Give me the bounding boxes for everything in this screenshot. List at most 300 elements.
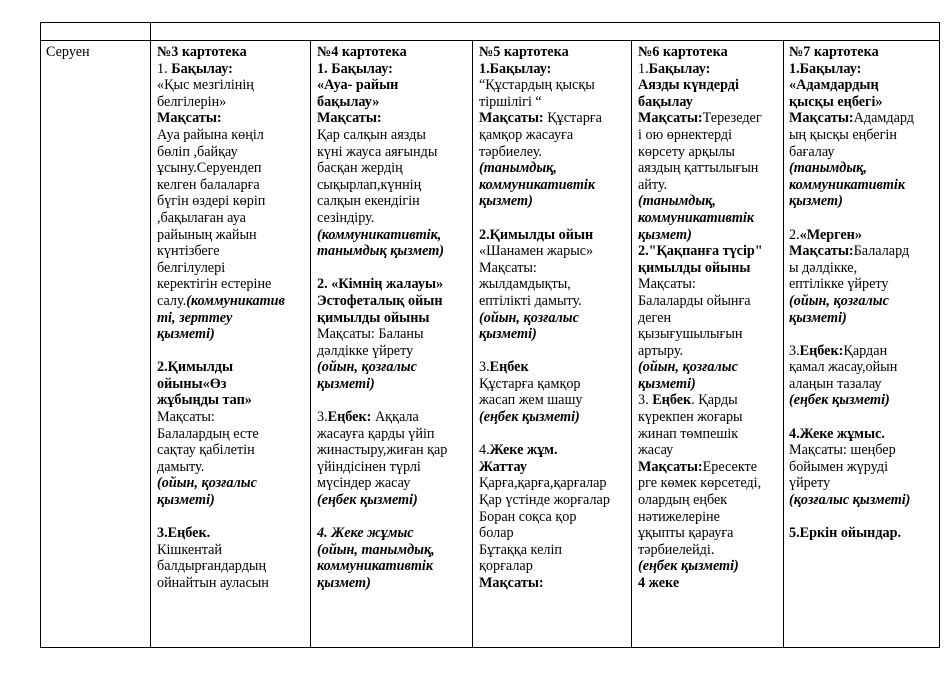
text-run: көрсету арқылы xyxy=(638,143,735,160)
text-run: (коммуникатив xyxy=(186,292,285,309)
text-line xyxy=(479,160,630,177)
text-line xyxy=(638,326,782,343)
text-run: Балалард xyxy=(853,243,910,260)
text-line xyxy=(638,160,782,177)
text-line xyxy=(317,542,470,559)
text-run: Мақсаты: xyxy=(638,458,703,475)
text-run: Мақсаты: xyxy=(479,575,544,591)
text-run: ойнайтын ауласын xyxy=(157,575,269,591)
text-line xyxy=(157,227,309,244)
text-line xyxy=(479,243,630,260)
text-run: бойымен жүруді xyxy=(789,458,889,475)
text-line xyxy=(317,77,470,94)
text-run: ойыны«Өз xyxy=(157,375,227,392)
text-line xyxy=(317,310,470,327)
text-run: қызметі) xyxy=(317,375,375,392)
text-line xyxy=(479,193,630,210)
text-run: ті, зерттеу xyxy=(157,309,233,326)
text-line xyxy=(638,44,782,61)
text-line xyxy=(479,542,630,559)
text-run: №6 картотека xyxy=(638,44,728,60)
text-line xyxy=(157,525,309,542)
text-run: басқан жердің xyxy=(317,160,403,177)
text-line xyxy=(789,326,938,343)
text-line xyxy=(317,343,470,360)
text-line xyxy=(317,509,470,526)
text-run: жасау xyxy=(638,442,674,459)
text-run: (ойын, танымдық, xyxy=(317,541,435,558)
text-run: сақтау қабілетін xyxy=(157,442,255,459)
text-run: Бақылау: xyxy=(171,60,233,77)
text-line xyxy=(638,77,782,94)
text-run: танымдық қызмет) xyxy=(317,243,444,260)
text-run: қызметі) xyxy=(479,326,537,343)
card-5-cell xyxy=(479,44,630,646)
text-run: (танымдық, xyxy=(479,160,557,177)
text-line xyxy=(479,276,630,293)
text-line xyxy=(317,426,470,443)
text-run: Еңбек: xyxy=(799,342,844,359)
text-line xyxy=(317,193,470,210)
text-line xyxy=(317,409,470,426)
text-line xyxy=(157,127,309,144)
text-run: қызмет) xyxy=(638,226,692,243)
text-run: 2. xyxy=(789,226,800,243)
text-run: қысқы еңбегі» xyxy=(789,93,883,110)
text-run: салу. xyxy=(157,292,187,309)
text-line xyxy=(638,61,782,78)
text-run: 2. «Кімнің жалауы» xyxy=(317,276,444,293)
text-run: №7 картотека xyxy=(789,44,879,60)
text-line xyxy=(317,177,470,194)
text-line xyxy=(789,210,938,227)
text-line xyxy=(789,293,938,310)
text-run: деген xyxy=(638,309,672,326)
text-run: салқын екендігін xyxy=(317,193,420,210)
text-run: қызметі) xyxy=(157,326,215,343)
text-run: күні жауса аяғынды xyxy=(317,143,438,160)
card-4-cell xyxy=(317,44,470,646)
text-run: керектігін естеріне xyxy=(157,276,272,293)
text-line xyxy=(789,127,938,144)
text-run: «Адамдардың xyxy=(789,77,879,94)
text-run: қорғалар xyxy=(479,558,533,575)
text-line xyxy=(638,542,782,559)
text-line xyxy=(638,475,782,492)
text-line xyxy=(317,392,470,409)
text-run: Мақсаты: xyxy=(479,259,537,276)
card-3-cell xyxy=(157,44,309,646)
text-line xyxy=(157,509,309,526)
text-line xyxy=(157,575,309,592)
text-run: нәтижелеріне xyxy=(638,508,720,525)
text-run: дамыту. xyxy=(157,458,205,475)
text-line xyxy=(789,227,938,244)
text-run: Мақсаты: шеңбер xyxy=(789,442,896,459)
text-run: ептілікке үйрету xyxy=(789,276,889,293)
text-run: жасауға қарды үйіп xyxy=(317,425,435,442)
text-line xyxy=(479,392,630,409)
text-line xyxy=(317,144,470,161)
text-line xyxy=(157,475,309,492)
text-run: Еңбек xyxy=(489,359,529,376)
text-run: Қарға,қарға,қарғалар xyxy=(479,475,607,492)
row-label-walk: Серуен xyxy=(46,44,90,60)
text-line xyxy=(317,160,470,177)
text-run: қамқор жасауға xyxy=(479,126,574,143)
text-line xyxy=(789,392,938,409)
text-line xyxy=(157,409,309,426)
text-line xyxy=(157,144,309,161)
text-line xyxy=(638,94,782,111)
text-line xyxy=(789,260,938,277)
text-line xyxy=(157,94,309,111)
text-run: Еңбек xyxy=(652,392,692,409)
text-run: ,бақылаған ауа xyxy=(157,209,246,226)
text-line xyxy=(638,409,782,426)
text-line xyxy=(638,558,782,575)
text-line xyxy=(479,293,630,310)
text-run: рге көмек көрсетеді, xyxy=(638,475,762,492)
text-line xyxy=(789,276,938,293)
text-line xyxy=(317,359,470,376)
text-run: тіршілігі “ xyxy=(479,93,542,110)
text-line xyxy=(789,426,938,443)
text-line xyxy=(479,227,630,244)
text-run: балдырғандардың xyxy=(157,558,267,575)
text-run: олардың еңбек xyxy=(638,492,728,509)
text-run: «Мерген» xyxy=(799,226,862,243)
text-run: (еңбек қызметі) xyxy=(479,409,580,426)
text-line xyxy=(789,44,938,61)
text-run: Мақсаты: Баланы xyxy=(317,326,424,343)
text-run: жинап төмпешік xyxy=(638,425,739,442)
text-line xyxy=(638,376,782,393)
text-line xyxy=(638,293,782,310)
text-line xyxy=(479,110,630,127)
text-run: Аязды күндерді xyxy=(638,77,739,94)
text-line xyxy=(317,44,470,61)
text-run: «Ауа- райын xyxy=(317,77,399,94)
text-run: (танымдық, xyxy=(638,193,716,210)
text-line xyxy=(157,343,309,360)
text-line xyxy=(479,326,630,343)
text-line xyxy=(157,492,309,509)
text-line xyxy=(157,193,309,210)
text-line xyxy=(789,160,938,177)
text-line xyxy=(317,575,470,592)
text-line xyxy=(638,260,782,277)
card-7-cell xyxy=(789,44,938,646)
text-run: бағалау xyxy=(789,143,835,160)
text-run: жасап жем шашу xyxy=(479,392,583,409)
text-line xyxy=(789,475,938,492)
text-run: қызмет) xyxy=(479,193,533,210)
text-run: №4 картотека xyxy=(317,44,407,60)
text-run: (ойын, қозғалыс xyxy=(157,475,257,492)
text-line xyxy=(157,326,309,343)
text-line xyxy=(317,475,470,492)
text-line xyxy=(479,177,630,194)
text-line xyxy=(789,94,938,111)
text-run: Ауа райына көңіл xyxy=(157,126,264,143)
text-line xyxy=(479,310,630,327)
text-line xyxy=(789,525,938,542)
text-line xyxy=(638,392,782,409)
text-run: Мақсаты: xyxy=(157,110,222,127)
text-run: Ересекте xyxy=(702,458,758,475)
card-6-cell xyxy=(638,44,782,646)
text-run: Құстарға xyxy=(543,110,602,127)
text-line xyxy=(479,61,630,78)
text-run: 1. xyxy=(638,60,649,77)
text-line xyxy=(789,459,938,476)
text-run: алаңын тазалау xyxy=(789,375,882,392)
text-line xyxy=(479,525,630,542)
text-run: Мақсаты: xyxy=(638,276,696,293)
text-run: 4. xyxy=(479,442,490,459)
text-line xyxy=(157,293,309,310)
text-run: . Қарды xyxy=(691,392,738,409)
text-line xyxy=(157,260,309,277)
text-run: (ойын, қозғалыс xyxy=(479,309,579,326)
text-line xyxy=(638,426,782,443)
text-line xyxy=(479,77,630,94)
text-line xyxy=(479,509,630,526)
text-line xyxy=(479,260,630,277)
text-run: келген балаларға xyxy=(157,176,260,193)
text-run: күрекпен жоғары xyxy=(638,409,743,426)
text-run: коммуникативтік xyxy=(479,176,596,193)
text-run: Мақсаты: xyxy=(317,110,382,127)
text-run: қимылды ойыны xyxy=(317,309,430,326)
text-run: тәрбиелеу. xyxy=(479,143,542,160)
text-run: қызметі) xyxy=(789,309,847,326)
text-line xyxy=(317,227,470,244)
text-line xyxy=(789,77,938,94)
text-run: ы дәлдікке, xyxy=(789,259,858,276)
text-run: Бақылау: xyxy=(648,60,711,77)
text-run: (ойын, қозғалыс xyxy=(789,292,889,309)
text-run: қимылды ойыны xyxy=(638,259,751,276)
text-line xyxy=(157,276,309,293)
text-line xyxy=(638,525,782,542)
text-line xyxy=(638,110,782,127)
text-line xyxy=(317,459,470,476)
text-line xyxy=(479,376,630,393)
text-run: Терезедег xyxy=(702,110,762,127)
text-run: коммуникативтік xyxy=(317,558,434,575)
text-run: (еңбек қызметі) xyxy=(789,392,890,409)
text-run: бүгін өздері көріп xyxy=(157,193,266,210)
text-run: қамал жасау,ойын xyxy=(789,359,898,376)
text-run: бөліп ,байқау xyxy=(157,143,238,160)
text-run: дәлдікке үйрету xyxy=(317,342,414,359)
text-line xyxy=(317,276,470,293)
text-run: қызметі) xyxy=(638,375,696,392)
text-run: (еңбек қызметі) xyxy=(638,558,739,575)
text-run: ың қысқы еңбегін xyxy=(789,126,897,143)
text-run: Кішкентай xyxy=(157,541,223,558)
text-line xyxy=(638,243,782,260)
text-line xyxy=(317,210,470,227)
text-run: Мақсаты: xyxy=(789,243,854,260)
text-run: қызмет) xyxy=(317,575,371,591)
text-line xyxy=(638,359,782,376)
text-line xyxy=(157,77,309,94)
text-line xyxy=(157,459,309,476)
text-run: 1. Бақылау: xyxy=(317,60,393,77)
text-run: і ою өрнектерді xyxy=(638,126,733,143)
text-run: сезіндіру. xyxy=(317,209,375,226)
text-run: (қозғалыс қызметі) xyxy=(789,492,911,509)
text-run: ұқыпты қарауға xyxy=(638,525,734,542)
text-run: 4.Жеке жұмыс. xyxy=(789,425,885,442)
text-line xyxy=(789,243,938,260)
text-run: коммуникативтік xyxy=(638,209,755,226)
text-line xyxy=(479,44,630,61)
text-line xyxy=(157,177,309,194)
text-run: 4. Жеке жұмыс xyxy=(317,525,414,542)
text-line xyxy=(479,210,630,227)
text-run: ұсыну.Серуендеп xyxy=(157,160,262,177)
text-run: 3.Еңбек. xyxy=(157,525,211,542)
text-line xyxy=(157,110,309,127)
text-line xyxy=(789,177,938,194)
text-line xyxy=(789,409,938,426)
text-run: болар xyxy=(479,525,514,542)
text-run: Қар үстінде жорғалар xyxy=(479,492,610,509)
text-run: Балаларды ойынға xyxy=(638,292,751,309)
text-line xyxy=(317,293,470,310)
text-line xyxy=(479,558,630,575)
text-run: жинастыру,жиған қар xyxy=(317,442,448,459)
text-line xyxy=(479,94,630,111)
text-run: Еңбек: xyxy=(327,409,372,426)
text-run: «Шанамен жарыс» xyxy=(479,243,594,260)
text-line xyxy=(789,343,938,360)
text-line xyxy=(157,61,309,78)
text-run: Мақсаты: xyxy=(479,110,544,127)
text-run: Аққала xyxy=(371,409,419,426)
text-run: (танымдық, xyxy=(789,160,867,177)
text-run: үйрету xyxy=(789,475,831,492)
text-line xyxy=(157,426,309,443)
text-line xyxy=(157,210,309,227)
text-run: 3. xyxy=(789,342,800,359)
text-line xyxy=(638,193,782,210)
text-run: Балалардың есте xyxy=(157,425,259,442)
text-line xyxy=(157,310,309,327)
text-line xyxy=(789,193,938,210)
text-run: аяздың қаттылығын xyxy=(638,160,759,177)
text-run: бақылау xyxy=(638,93,693,110)
text-line xyxy=(638,442,782,459)
text-line xyxy=(638,127,782,144)
text-run: 2."Қақпанға түсір" xyxy=(638,243,763,260)
text-line xyxy=(638,459,782,476)
text-run: Құстарға қамқор xyxy=(479,375,581,392)
text-line xyxy=(638,144,782,161)
text-run: бақылау» xyxy=(317,93,380,110)
text-run: 1.Бақылау: xyxy=(789,60,862,77)
text-line xyxy=(317,127,470,144)
text-line xyxy=(157,160,309,177)
text-run: (еңбек қызметі) xyxy=(317,492,418,509)
text-line xyxy=(479,426,630,443)
text-run: 2.Қимылды xyxy=(157,359,234,376)
text-run: (ойын, қозғалыс xyxy=(638,359,738,376)
text-line xyxy=(317,525,470,542)
text-run: 3. xyxy=(479,359,490,376)
text-run: Қардан xyxy=(843,342,888,359)
text-run: белгілерін» xyxy=(157,93,227,110)
text-run: 2.Қимылды ойын xyxy=(479,226,594,243)
text-run: жұбыңды тап» xyxy=(157,392,252,409)
text-line xyxy=(638,509,782,526)
text-run: Боран соқса қор xyxy=(479,508,577,525)
text-run: тәрбиелейді. xyxy=(638,541,715,558)
text-run: Мақсаты: xyxy=(638,110,703,127)
text-run: Эстофеталық ойын xyxy=(317,292,443,309)
text-run: сықырлап,күннің xyxy=(317,176,422,193)
text-run: күнтізбеге xyxy=(157,243,220,260)
text-line xyxy=(638,492,782,509)
text-run: 1.Бақылау: xyxy=(479,60,552,77)
text-line xyxy=(317,94,470,111)
text-run: ептілікті дамыту. xyxy=(479,292,582,309)
text-line xyxy=(638,210,782,227)
text-run: айту. xyxy=(638,176,668,193)
text-line xyxy=(479,459,630,476)
text-run: коммуникативтік xyxy=(789,176,906,193)
text-run: Мақсаты: xyxy=(157,409,215,426)
text-line xyxy=(317,326,470,343)
text-run: қызметі) xyxy=(157,492,215,509)
text-line xyxy=(479,359,630,376)
text-run: мүсіндер жасау xyxy=(317,475,411,492)
text-line xyxy=(638,177,782,194)
text-line xyxy=(317,442,470,459)
text-line xyxy=(789,442,938,459)
text-run: Бұтаққа келіп xyxy=(479,541,562,558)
text-run: Жеке жұм. xyxy=(489,442,558,459)
text-run: белгілулері xyxy=(157,259,226,276)
text-line xyxy=(157,243,309,260)
text-line xyxy=(479,343,630,360)
text-run: Қар салқын аязды xyxy=(317,126,426,143)
text-run: “Құстардың қысқы xyxy=(479,77,595,94)
text-run: 3. xyxy=(638,392,653,409)
text-line xyxy=(317,260,470,277)
text-run: қызығушылығын xyxy=(638,326,743,343)
text-run: Мақсаты: xyxy=(789,110,854,127)
text-line xyxy=(638,343,782,360)
text-line xyxy=(789,144,938,161)
text-run: 1. xyxy=(157,60,172,77)
text-line xyxy=(157,558,309,575)
text-line xyxy=(789,492,938,509)
text-line xyxy=(479,127,630,144)
text-line xyxy=(479,409,630,426)
text-line xyxy=(789,310,938,327)
text-line xyxy=(479,144,630,161)
text-line xyxy=(479,442,630,459)
text-run: Адамдард xyxy=(853,110,915,127)
text-run: райының жайын xyxy=(157,226,257,243)
text-run: 3. xyxy=(317,409,328,426)
text-run: №3 картотека xyxy=(157,44,247,60)
